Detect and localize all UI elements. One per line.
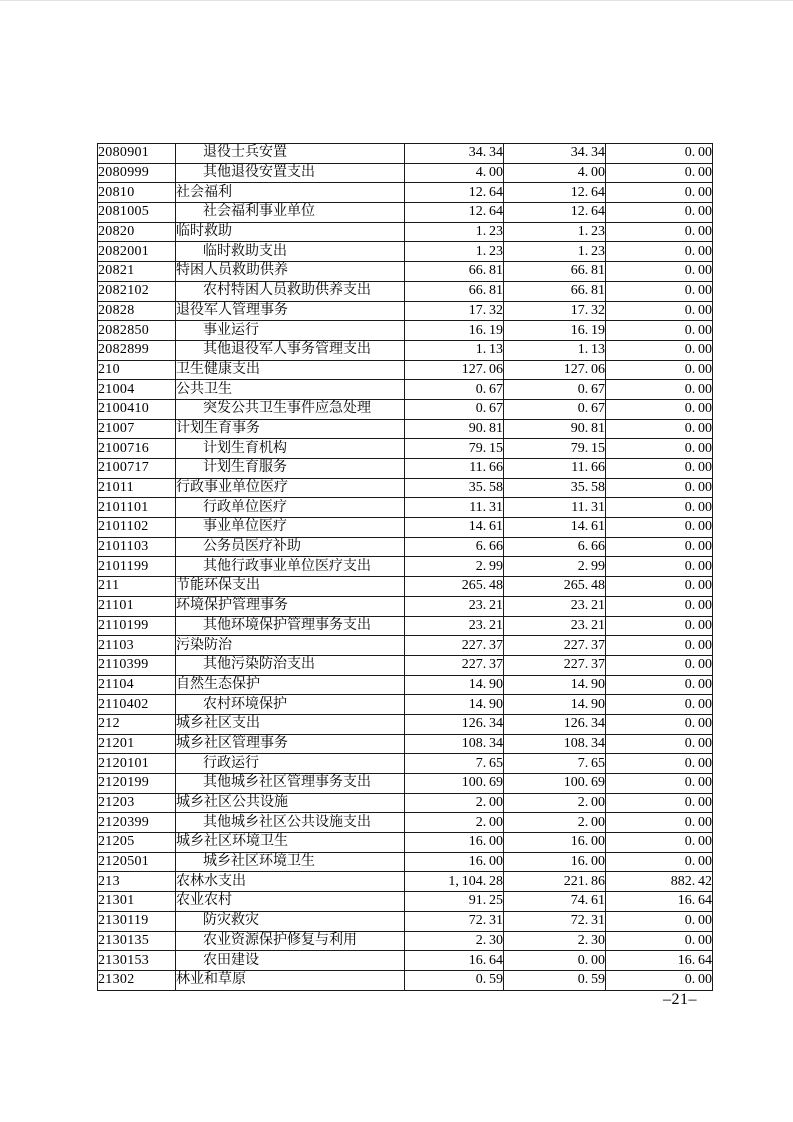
- amount-cell: 90. 81: [405, 419, 504, 439]
- name-cell: 农村环境保护: [176, 695, 405, 715]
- code-cell: 2101103: [98, 537, 176, 557]
- code-cell: 21007: [98, 419, 176, 439]
- amount-cell: 34. 34: [405, 144, 504, 164]
- amount-cell: 74. 61: [504, 892, 606, 912]
- code-cell: 21203: [98, 793, 176, 813]
- amount-cell: 2. 99: [405, 557, 504, 577]
- amount-cell: 90. 81: [504, 419, 606, 439]
- amount-cell: 0. 00: [606, 183, 713, 203]
- amount-cell: 126. 34: [504, 714, 606, 734]
- name-cell: 事业运行: [176, 321, 405, 341]
- amount-cell: 72. 31: [504, 911, 606, 931]
- code-cell: 2120199: [98, 774, 176, 794]
- amount-cell: 0. 00: [606, 439, 713, 459]
- amount-cell: 2. 00: [405, 813, 504, 833]
- code-cell: 2082102: [98, 281, 176, 301]
- amount-cell: 14. 61: [504, 518, 606, 538]
- name-cell: 农业资源保护修复与利用: [176, 931, 405, 951]
- table-row: [98, 892, 713, 912]
- amount-cell: 2. 00: [405, 793, 504, 813]
- budget-table: [97, 143, 713, 991]
- code-cell: 21205: [98, 833, 176, 853]
- code-cell: 2101101: [98, 498, 176, 518]
- amount-cell: 14. 61: [405, 518, 504, 538]
- name-cell: 其他城乡社区公共设施支出: [176, 813, 405, 833]
- table-row: [98, 655, 713, 675]
- table-row: [98, 911, 713, 931]
- table-row: [98, 616, 713, 636]
- amount-cell: 12. 64: [405, 183, 504, 203]
- amount-cell: 0. 00: [606, 577, 713, 597]
- amount-cell: 2. 30: [504, 931, 606, 951]
- table-row: [98, 399, 713, 419]
- name-cell: 其他退役军人事务管理支出: [176, 340, 405, 360]
- amount-cell: 16. 64: [606, 892, 713, 912]
- amount-cell: 0. 00: [606, 518, 713, 538]
- amount-cell: 0. 00: [606, 281, 713, 301]
- table-row: [98, 262, 713, 282]
- name-cell: 事业单位医疗: [176, 518, 405, 538]
- amount-cell: 11. 66: [405, 459, 504, 479]
- amount-cell: 0. 00: [504, 951, 606, 971]
- amount-cell: 0. 00: [606, 970, 713, 990]
- name-cell: 临时救助: [176, 222, 405, 242]
- code-cell: 213: [98, 872, 176, 892]
- amount-cell: 127. 06: [405, 360, 504, 380]
- amount-cell: 79. 15: [504, 439, 606, 459]
- amount-cell: 100. 69: [405, 774, 504, 794]
- code-cell: 2130135: [98, 931, 176, 951]
- table-row: [98, 833, 713, 853]
- table-row: [98, 439, 713, 459]
- amount-cell: 14. 90: [405, 695, 504, 715]
- code-cell: 2120399: [98, 813, 176, 833]
- table-row: [98, 144, 713, 164]
- amount-cell: 1. 23: [504, 242, 606, 262]
- amount-cell: 227. 37: [405, 655, 504, 675]
- amount-cell: 108. 34: [504, 734, 606, 754]
- table-row: [98, 675, 713, 695]
- table-row: [98, 360, 713, 380]
- name-cell: 其他行政事业单位医疗支出: [176, 557, 405, 577]
- code-cell: 2130153: [98, 951, 176, 971]
- amount-cell: 0. 00: [606, 222, 713, 242]
- amount-cell: 0. 00: [606, 262, 713, 282]
- table-row: [98, 281, 713, 301]
- amount-cell: 6. 66: [405, 537, 504, 557]
- amount-cell: 1. 23: [405, 242, 504, 262]
- table-row: [98, 242, 713, 262]
- amount-cell: 16. 00: [504, 833, 606, 853]
- amount-cell: 12. 64: [504, 203, 606, 223]
- code-cell: 20821: [98, 262, 176, 282]
- table-row: [98, 714, 713, 734]
- code-cell: 2120101: [98, 754, 176, 774]
- table-row: [98, 734, 713, 754]
- name-cell: 其他污染防治支出: [176, 655, 405, 675]
- amount-cell: 17. 32: [504, 301, 606, 321]
- name-cell: 城乡社区管理事务: [176, 734, 405, 754]
- amount-cell: 227. 37: [405, 636, 504, 656]
- name-cell: 防灾救灾: [176, 911, 405, 931]
- amount-cell: 0. 00: [606, 833, 713, 853]
- amount-cell: 1. 23: [504, 222, 606, 242]
- name-cell: 社会福利: [176, 183, 405, 203]
- amount-cell: 0. 00: [606, 596, 713, 616]
- name-cell: 卫生健康支出: [176, 360, 405, 380]
- table-row: [98, 931, 713, 951]
- table-row: [98, 183, 713, 203]
- code-cell: 2082001: [98, 242, 176, 262]
- amount-cell: 0. 00: [606, 695, 713, 715]
- code-cell: 2082850: [98, 321, 176, 341]
- amount-cell: 0. 00: [606, 360, 713, 380]
- table-row: [98, 321, 713, 341]
- table-row: [98, 518, 713, 538]
- code-cell: 20810: [98, 183, 176, 203]
- code-cell: 210: [98, 360, 176, 380]
- code-cell: 2100410: [98, 399, 176, 419]
- amount-cell: 0. 00: [606, 478, 713, 498]
- name-cell: 计划生育机构: [176, 439, 405, 459]
- amount-cell: 6. 66: [504, 537, 606, 557]
- amount-cell: 227. 37: [504, 636, 606, 656]
- table-row: [98, 203, 713, 223]
- name-cell: 临时救助支出: [176, 242, 405, 262]
- amount-cell: 0. 00: [606, 340, 713, 360]
- table-row: [98, 793, 713, 813]
- code-cell: 211: [98, 577, 176, 597]
- amount-cell: 66. 81: [504, 262, 606, 282]
- amount-cell: 108. 34: [405, 734, 504, 754]
- amount-cell: 66. 81: [504, 281, 606, 301]
- table-row: [98, 951, 713, 971]
- amount-cell: 7. 65: [504, 754, 606, 774]
- amount-cell: 0. 00: [606, 734, 713, 754]
- amount-cell: 11. 66: [504, 459, 606, 479]
- amount-cell: 23. 21: [405, 616, 504, 636]
- amount-cell: 0. 00: [606, 636, 713, 656]
- amount-cell: 127. 06: [504, 360, 606, 380]
- name-cell: 行政事业单位医疗: [176, 478, 405, 498]
- amount-cell: 227. 37: [504, 655, 606, 675]
- amount-cell: 0. 00: [606, 655, 713, 675]
- code-cell: 21101: [98, 596, 176, 616]
- amount-cell: 91. 25: [405, 892, 504, 912]
- amount-cell: 0. 00: [606, 675, 713, 695]
- name-cell: 退役士兵安置: [176, 144, 405, 164]
- table-row: [98, 872, 713, 892]
- amount-cell: 0. 67: [504, 380, 606, 400]
- name-cell: 行政运行: [176, 754, 405, 774]
- amount-cell: 1. 13: [504, 340, 606, 360]
- amount-cell: 35. 58: [504, 478, 606, 498]
- amount-cell: 14. 90: [405, 675, 504, 695]
- amount-cell: 16. 19: [504, 321, 606, 341]
- name-cell: 突发公共卫生事件应急处理: [176, 399, 405, 419]
- amount-cell: 23. 21: [504, 616, 606, 636]
- amount-cell: 14. 90: [504, 695, 606, 715]
- amount-cell: 2. 30: [405, 931, 504, 951]
- amount-cell: 0. 67: [504, 399, 606, 419]
- amount-cell: 0. 00: [606, 399, 713, 419]
- code-cell: 21302: [98, 970, 176, 990]
- amount-cell: 2. 00: [504, 813, 606, 833]
- name-cell: 自然生态保护: [176, 675, 405, 695]
- code-cell: 2101102: [98, 518, 176, 538]
- amount-cell: 0. 00: [606, 537, 713, 557]
- amount-cell: 0. 00: [606, 163, 713, 183]
- code-cell: 2110199: [98, 616, 176, 636]
- table-row: [98, 478, 713, 498]
- name-cell: 社会福利事业单位: [176, 203, 405, 223]
- table-row: [98, 636, 713, 656]
- amount-cell: 35. 58: [405, 478, 504, 498]
- amount-cell: 0. 00: [606, 557, 713, 577]
- name-cell: 林业和草原: [176, 970, 405, 990]
- code-cell: 21011: [98, 478, 176, 498]
- table-row: [98, 774, 713, 794]
- code-cell: 2101199: [98, 557, 176, 577]
- amount-cell: 0. 67: [405, 399, 504, 419]
- amount-cell: 0. 59: [405, 970, 504, 990]
- table-row: [98, 459, 713, 479]
- amount-cell: 79. 15: [405, 439, 504, 459]
- name-cell: 特困人员救助供养: [176, 262, 405, 282]
- amount-cell: 265. 48: [504, 577, 606, 597]
- name-cell: 城乡社区环境卫生: [176, 852, 405, 872]
- amount-cell: 16. 00: [504, 852, 606, 872]
- code-cell: 2110399: [98, 655, 176, 675]
- amount-cell: 16. 64: [606, 951, 713, 971]
- table-row: [98, 577, 713, 597]
- code-cell: 21301: [98, 892, 176, 912]
- name-cell: 城乡社区公共设施: [176, 793, 405, 813]
- name-cell: 公共卫生: [176, 380, 405, 400]
- amount-cell: 0. 00: [606, 203, 713, 223]
- amount-cell: 0. 00: [606, 813, 713, 833]
- amount-cell: 1. 13: [405, 340, 504, 360]
- code-cell: 21103: [98, 636, 176, 656]
- name-cell: 行政单位医疗: [176, 498, 405, 518]
- page-top-edge: [0, 0, 793, 1]
- amount-cell: 4. 00: [405, 163, 504, 183]
- amount-cell: 221. 86: [504, 872, 606, 892]
- amount-cell: 2. 99: [504, 557, 606, 577]
- amount-cell: 23. 21: [504, 596, 606, 616]
- amount-cell: 2. 00: [504, 793, 606, 813]
- amount-cell: 16. 00: [405, 852, 504, 872]
- code-cell: 2082899: [98, 340, 176, 360]
- table-row: [98, 380, 713, 400]
- table-row: [98, 340, 713, 360]
- amount-cell: 0. 00: [606, 321, 713, 341]
- table-row: [98, 852, 713, 872]
- amount-cell: 100. 69: [504, 774, 606, 794]
- amount-cell: 0. 00: [606, 793, 713, 813]
- name-cell: 环境保护管理事务: [176, 596, 405, 616]
- name-cell: 农田建设: [176, 951, 405, 971]
- table-row: [98, 557, 713, 577]
- table-row: [98, 301, 713, 321]
- name-cell: 节能环保支出: [176, 577, 405, 597]
- amount-cell: 0. 00: [606, 459, 713, 479]
- amount-cell: 72. 31: [405, 911, 504, 931]
- table-row: [98, 537, 713, 557]
- code-cell: 2080901: [98, 144, 176, 164]
- amount-cell: 12. 64: [405, 203, 504, 223]
- amount-cell: 0. 00: [606, 380, 713, 400]
- amount-cell: 0. 00: [606, 616, 713, 636]
- amount-cell: 0. 00: [606, 498, 713, 518]
- amount-cell: 4. 00: [504, 163, 606, 183]
- name-cell: 污染防治: [176, 636, 405, 656]
- code-cell: 2130119: [98, 911, 176, 931]
- amount-cell: 0. 00: [606, 714, 713, 734]
- code-cell: 2080999: [98, 163, 176, 183]
- name-cell: 退役军人管理事务: [176, 301, 405, 321]
- code-cell: 212: [98, 714, 176, 734]
- name-cell: 计划生育服务: [176, 459, 405, 479]
- code-cell: 2100717: [98, 459, 176, 479]
- table-row: [98, 222, 713, 242]
- code-cell: 21104: [98, 675, 176, 695]
- name-cell: 农村特困人员救助供养支出: [176, 281, 405, 301]
- amount-cell: 0. 59: [504, 970, 606, 990]
- table-row: [98, 419, 713, 439]
- code-cell: 2110402: [98, 695, 176, 715]
- amount-cell: 0. 00: [606, 144, 713, 164]
- code-cell: 20828: [98, 301, 176, 321]
- code-cell: 21004: [98, 380, 176, 400]
- amount-cell: 0. 00: [606, 774, 713, 794]
- name-cell: 农林水支出: [176, 872, 405, 892]
- amount-cell: 0. 00: [606, 419, 713, 439]
- name-cell: 其他环境保护管理事务支出: [176, 616, 405, 636]
- name-cell: 计划生育事务: [176, 419, 405, 439]
- table-row: [98, 695, 713, 715]
- amount-cell: 1. 23: [405, 222, 504, 242]
- amount-cell: 882. 42: [606, 872, 713, 892]
- amount-cell: 0. 00: [606, 911, 713, 931]
- amount-cell: 34. 34: [504, 144, 606, 164]
- name-cell: 农业农村: [176, 892, 405, 912]
- table-row: [98, 163, 713, 183]
- amount-cell: 0. 00: [606, 931, 713, 951]
- amount-cell: 16. 19: [405, 321, 504, 341]
- amount-cell: 66. 81: [405, 262, 504, 282]
- amount-cell: 16. 00: [405, 833, 504, 853]
- amount-cell: 7. 65: [405, 754, 504, 774]
- code-cell: 2100716: [98, 439, 176, 459]
- amount-cell: 0. 00: [606, 754, 713, 774]
- code-cell: 20820: [98, 222, 176, 242]
- table-row: [98, 498, 713, 518]
- amount-cell: 11. 31: [405, 498, 504, 518]
- table-row: [98, 813, 713, 833]
- table-row: [98, 596, 713, 616]
- amount-cell: 265. 48: [405, 577, 504, 597]
- code-cell: 2081005: [98, 203, 176, 223]
- amount-cell: 126. 34: [405, 714, 504, 734]
- name-cell: 其他退役安置支出: [176, 163, 405, 183]
- amount-cell: 66. 81: [405, 281, 504, 301]
- amount-cell: 17. 32: [405, 301, 504, 321]
- page-number: –21–: [663, 991, 697, 1008]
- amount-cell: 23. 21: [405, 596, 504, 616]
- code-cell: 21201: [98, 734, 176, 754]
- amount-cell: 0. 00: [606, 301, 713, 321]
- name-cell: 其他城乡社区管理事务支出: [176, 774, 405, 794]
- table-row: [98, 754, 713, 774]
- amount-cell: 16. 64: [405, 951, 504, 971]
- amount-cell: 0. 00: [606, 242, 713, 262]
- code-cell: 2120501: [98, 852, 176, 872]
- amount-cell: 0. 00: [606, 852, 713, 872]
- amount-cell: 11. 31: [504, 498, 606, 518]
- amount-cell: 14. 90: [504, 675, 606, 695]
- name-cell: 城乡社区环境卫生: [176, 833, 405, 853]
- name-cell: 公务员医疗补助: [176, 537, 405, 557]
- amount-cell: 0. 67: [405, 380, 504, 400]
- amount-cell: 12. 64: [504, 183, 606, 203]
- amount-cell: 1, 104. 28: [405, 872, 504, 892]
- table-row: [98, 970, 713, 990]
- name-cell: 城乡社区支出: [176, 714, 405, 734]
